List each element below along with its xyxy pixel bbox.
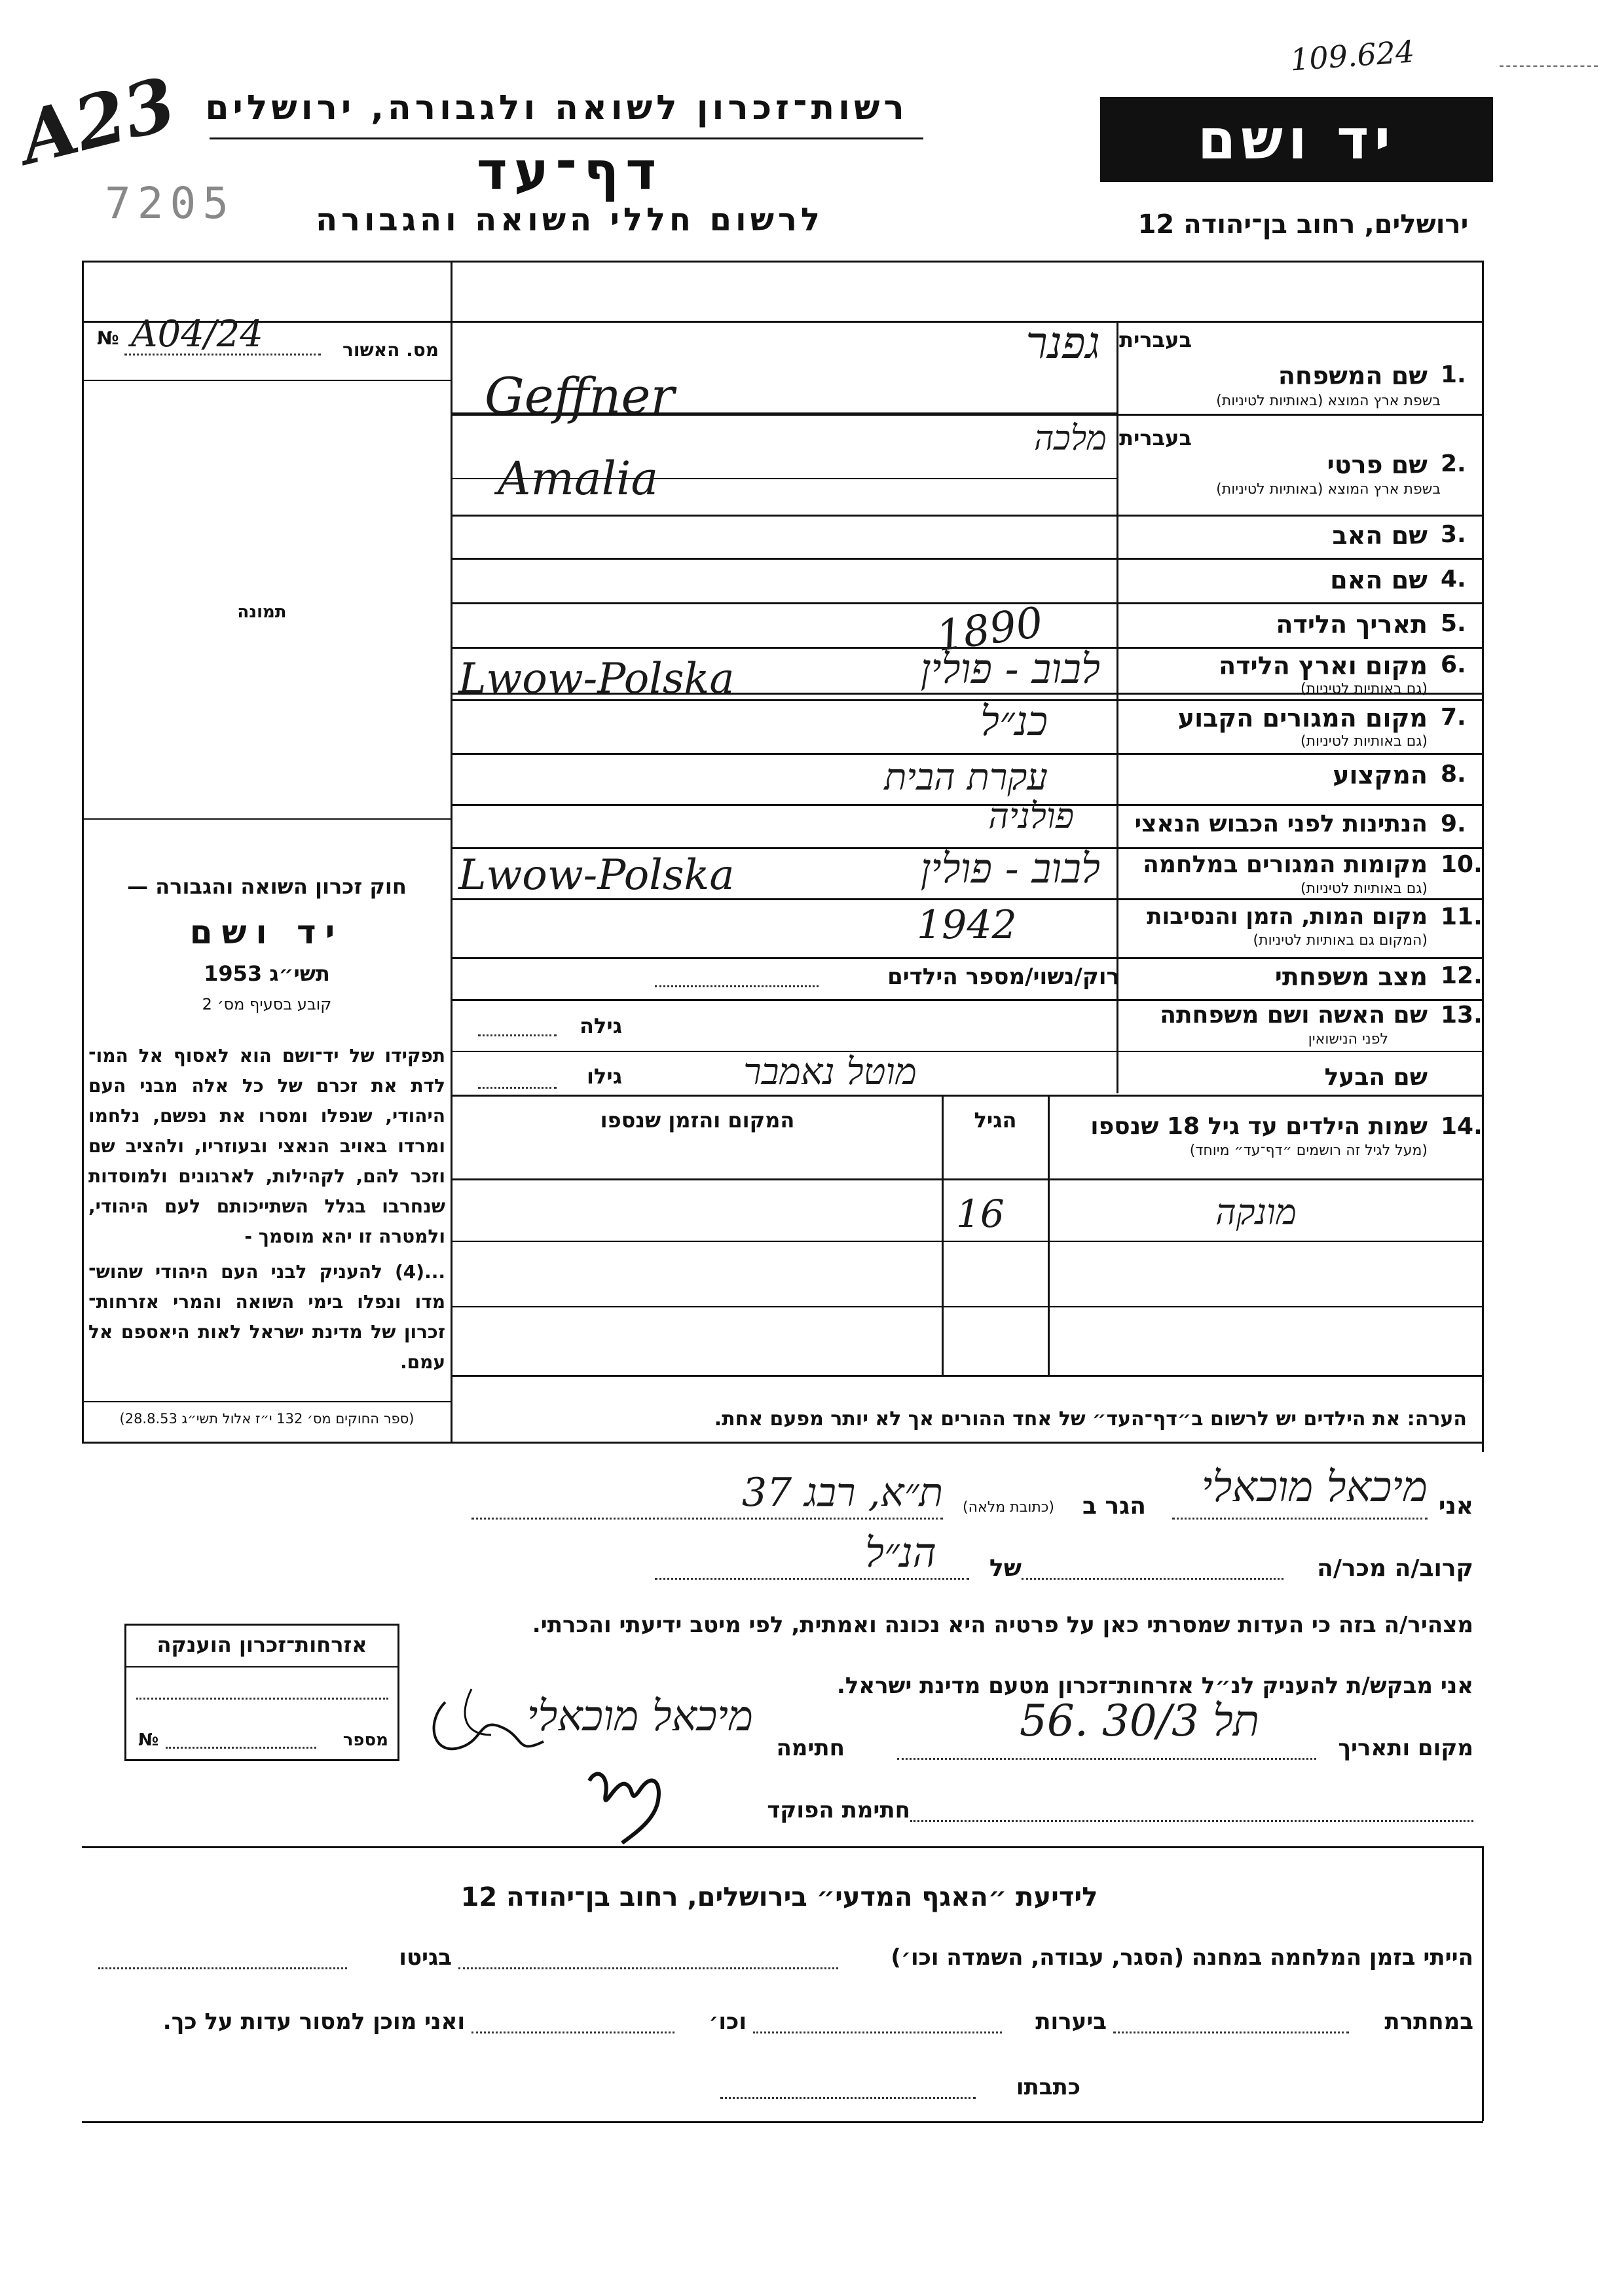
field-11-sub: (המקום גם באותיות לטיניות) — [1253, 932, 1428, 949]
footer-right-edge — [1482, 1846, 1484, 2121]
husband-label: שם הבעל — [1324, 1064, 1428, 1091]
field-9-value: פולניה — [988, 795, 1074, 837]
husband-age-dots — [478, 1087, 557, 1089]
relative-label: קרוב/ה מכר/ה — [1317, 1555, 1473, 1582]
field-6-label: מקום וארץ הלידה — [1219, 651, 1428, 680]
relation-dots — [655, 1578, 969, 1580]
approval-rule — [82, 380, 451, 381]
place-date-label: מקום ותאריך — [1338, 1735, 1473, 1761]
relative-dots — [1022, 1578, 1283, 1580]
field-1-number: 1. — [1441, 361, 1466, 388]
frame-bottom — [82, 1442, 1483, 1444]
row-rule — [451, 753, 1483, 755]
field-1-value-hebrew: גפנר — [1025, 318, 1100, 369]
field-13-sub: לפני הנישואין — [1308, 1031, 1388, 1048]
yad-vashem-logo: יד ושם — [1100, 97, 1493, 182]
signature-label: חתימה — [776, 1735, 845, 1761]
witness-name-dots — [1172, 1518, 1428, 1520]
children-bottom-rule — [451, 1375, 1483, 1377]
decorative-dash — [1500, 65, 1598, 67]
field-1-sub: בשפת ארץ המוצא (באותיות לטיניות) — [1216, 393, 1441, 409]
witness-address-dots — [471, 1518, 943, 1520]
field-7-sub: (גם באותיות לטיניות) — [1301, 733, 1428, 750]
field-2-number: 2. — [1441, 450, 1466, 477]
page-subtitle: לרשום חללי השואה והגבורה — [316, 202, 824, 238]
footer-forests-dots — [753, 2032, 1002, 2033]
frame-left — [82, 261, 84, 1443]
law-source: (ספר החוקים מס׳ 132 י״ז אלול תשי״ג 28.8.53) — [119, 1411, 415, 1427]
footer-top-rule — [82, 1846, 1483, 1848]
citizenship-box-title: אזרחות־זכרון הוענקה — [157, 1632, 367, 1657]
witness-signature: מיכאל מוכאלי — [526, 1692, 753, 1741]
law-title: חוק זכרון השואה והגבורה — — [127, 874, 407, 899]
field-3-number: 3. — [1441, 521, 1466, 548]
institute-address: ירושלים, רחוב בן־יהודה 12 — [1137, 210, 1469, 240]
child-age: 16 — [956, 1192, 1005, 1236]
citizenship-number-dots — [166, 1747, 316, 1749]
field-1-value-latin: Geffner — [485, 367, 674, 425]
approval-label: מס. האשור — [342, 339, 439, 361]
official-signature-label: חתימת הפוקד — [767, 1797, 910, 1823]
photo-rule — [82, 818, 451, 820]
field-13-age-dots — [478, 1034, 557, 1036]
field-13-number: 13. — [1441, 1002, 1483, 1029]
field-12-number: 12. — [1441, 962, 1483, 989]
footer-address-label: כתבתו — [1016, 2074, 1080, 2100]
footer-ghetto: בגיטו — [399, 1944, 452, 1971]
field-6-sub: (גם באותיות לטיניות) — [1301, 681, 1428, 697]
row-rule — [451, 602, 1483, 604]
law-source-rule — [82, 1401, 451, 1402]
relation-value: הנ״ל — [864, 1529, 936, 1576]
row-rule — [451, 957, 1483, 959]
field-11-number: 11. — [1441, 903, 1483, 930]
field-2-value-latin: Amalia — [498, 452, 659, 505]
archive-number: 109.624 — [1289, 33, 1416, 78]
resident-label: הגר ב — [1082, 1493, 1146, 1520]
field-2-value-hebrew: מלכה — [1033, 419, 1107, 458]
field-3-label: שם האב — [1332, 521, 1428, 550]
witness-address: ת״א, רבג 37 — [741, 1470, 943, 1516]
field-13-age-label: גילה — [579, 1013, 622, 1038]
citizenship-box-line — [136, 1698, 388, 1700]
row-rule — [451, 515, 1483, 517]
citizenship-box — [124, 1624, 399, 1761]
declaration-statement: מצהיר/ה בזה כי העדות שמסרתי כאן על פרטיה היא נכונה ואמתית, לפי מיטב ידיעתי והכרתי. — [532, 1612, 1473, 1638]
field-2-hebrew-tag: בעברית — [1119, 426, 1192, 450]
official-signature-icon — [570, 1755, 701, 1853]
field-1-label: שם המשפחה — [1278, 361, 1428, 390]
footer-ghetto-dots — [98, 1967, 347, 1969]
field-10-sub: (גם באותיות לטיניות) — [1301, 881, 1428, 897]
official-signature-dots — [910, 1820, 1473, 1822]
row-rule — [451, 999, 1483, 1001]
children-header-rule — [451, 1178, 1483, 1180]
field-13-label: שם האשה ושם משפחתה — [1160, 1002, 1428, 1029]
declaration-i: אני — [1438, 1493, 1473, 1520]
field-8-label: המקצוע — [1333, 761, 1428, 790]
header-underline — [210, 137, 923, 139]
footer-underground-dots — [1113, 2032, 1349, 2033]
children-row-rule — [451, 1306, 1483, 1307]
page-title: דף־עד — [476, 141, 663, 202]
approval-number: A04/24 — [131, 313, 263, 355]
children-note: הערה: את הילדים יש לרשום ב״דף־העד״ של אחד ההורים אך לא יותר מפעם אחת. — [714, 1408, 1467, 1430]
field-6-value-hebrew: לבוב - פולין — [920, 645, 1100, 693]
approval-no-sign: № — [97, 327, 119, 349]
footer-forests: ביערות — [1035, 2009, 1107, 2035]
law-section: קובע בסעיף מס׳ 2 — [202, 995, 332, 1013]
field-4-label: שם האם — [1330, 566, 1428, 594]
field-11-label: מקום המות, הזמן והנסיבות — [1147, 903, 1428, 930]
children-number: 14. — [1441, 1113, 1483, 1140]
footer-bottom-rule — [82, 2121, 1483, 2123]
row-rule — [451, 1051, 1483, 1052]
field-2-label: שם פרטי — [1327, 450, 1428, 479]
footer-etc: וכו׳ — [709, 2009, 747, 2035]
witness-name: מיכאל מוכאלי — [1201, 1463, 1428, 1512]
declaration-request: אני מבקש/ת להעניק לנ״ל אזרחות־זכרון מטעם מדינת ישראל. — [836, 1673, 1473, 1699]
field-2-sub: בשפת ארץ המוצא (באותיות לטיניות) — [1216, 481, 1441, 498]
citizenship-box-rule — [126, 1666, 397, 1667]
husband-value: מוטל נאמבר — [743, 1051, 917, 1093]
row-rule — [451, 898, 1483, 900]
authority-name: רשות־זכרון לשואה ולגבורה, ירושלים — [205, 88, 908, 128]
field-10-value-hebrew: לבוב - פולין — [920, 845, 1100, 892]
children-name-divider — [1048, 1095, 1050, 1376]
of-label: של — [989, 1555, 1022, 1582]
law-year: תשי״ג 1953 — [204, 961, 330, 986]
row-rule — [451, 1095, 1483, 1097]
law-text-2: ...(4) להעניק לבני העם היהודי שהוש־ מדו ונפלו בימי השואה והמרי אזרחות־ זכרון של מדינת ישראל לאות היאספם אל עמם. — [88, 1261, 445, 1373]
row-rule — [451, 558, 1483, 560]
law-name: יד ושם — [189, 913, 344, 951]
column-divider — [451, 261, 452, 1443]
footer-etc-dots — [471, 2032, 674, 2033]
children-row-rule — [451, 1241, 1483, 1242]
children-age-header: הגיל — [974, 1108, 1017, 1133]
children-sub: (מעל לגיל זה רושמים ״דף־עד״ מיוחד) — [1189, 1142, 1428, 1159]
field-4-number: 4. — [1441, 566, 1466, 592]
children-label: שמות הילדים עד גיל 18 שנספו — [1090, 1113, 1428, 1140]
address-hint: (כתובת מלאה) — [963, 1499, 1054, 1516]
field-9-label: הנתינות לפני הכבוש הנאצי — [1134, 811, 1428, 837]
signature-flourish-icon — [419, 1676, 563, 1768]
field-10-number: 10. — [1441, 851, 1483, 878]
citizenship-number-label: מספר — [342, 1730, 388, 1750]
field-5-number: 5. — [1441, 610, 1466, 637]
footer-camp-dots — [458, 1967, 838, 1969]
field-12-label: מצב משפחתי — [1274, 962, 1428, 991]
field-8-value: עקרת הבית — [884, 756, 1048, 799]
place-date-value: תל 30/3 .56 — [1019, 1696, 1260, 1746]
footer-line-1: הייתי בזמן המלחמה במחנה (הסגר, עבודה, השמדה וכו׳) — [891, 1944, 1473, 1971]
field-7-value: כנ״ל — [980, 697, 1048, 745]
footer-underground: במחתרת — [1384, 2009, 1473, 2035]
field-10-label: מקומות המגורים במלחמה — [1143, 851, 1428, 878]
field-12-dots — [655, 985, 819, 987]
children-age-divider — [942, 1095, 944, 1376]
place-date-dots — [897, 1758, 1316, 1760]
field-11-value: 1942 — [917, 902, 1017, 948]
field-5-label: תאריך הלידה — [1276, 610, 1428, 639]
field-6-value-latin: Lwow-Polska — [458, 655, 735, 703]
field-6-number: 6. — [1441, 651, 1466, 678]
field-8-number: 8. — [1441, 761, 1466, 788]
field-1-hebrew-tag: בעברית — [1119, 327, 1192, 352]
child-name: מונקה — [1215, 1192, 1297, 1233]
field-12-status: רוק/נשוי/מספר הילדים — [887, 964, 1120, 990]
field-5-value: 1890 — [933, 598, 1046, 661]
archive-stamp: 7205 — [105, 178, 235, 228]
approval-dots — [124, 354, 321, 355]
frame-header-rule — [82, 321, 1483, 323]
footer-address-dots — [720, 2097, 976, 2099]
field-7-number: 7. — [1441, 704, 1466, 731]
field-9-number: 9. — [1441, 811, 1466, 837]
law-text-1: תפקידו של יד־ושם הוא לאסוף אל המו־ לדת את זכרם של כל אלה מבני העם היהודי, שנפלו ומסרו את נפשם, נלחמו ומרדו באויב הנאצי ובעוזריו, ולהציב שם וזכר להם, לקהילות, לארגונים ולמוסדות שנחרבו בגלל השתייכותם לעם היהודי, ולמטרה זו יהא מוסמך - — [88, 1045, 445, 1247]
footer-ready: ואני מוכן למסור עדות על כך. — [162, 2009, 465, 2035]
field-7-label: מקום המגורים הקבוע — [1177, 704, 1428, 733]
footer-title: לידיעת ״האגף המדעי״ בירושלים, רחוב בן־יהודה 12 — [460, 1882, 1098, 1912]
corner-mark: A23 — [11, 61, 184, 181]
citizenship-number-sign: № — [138, 1730, 159, 1750]
frame-top — [82, 261, 1483, 263]
photo-label: תמונה — [237, 602, 287, 622]
children-place-header: המקום והזמן שנספו — [600, 1108, 795, 1133]
husband-age-label: גילו — [586, 1064, 622, 1089]
field-10-value-latin: Lwow-Polska — [458, 851, 735, 900]
